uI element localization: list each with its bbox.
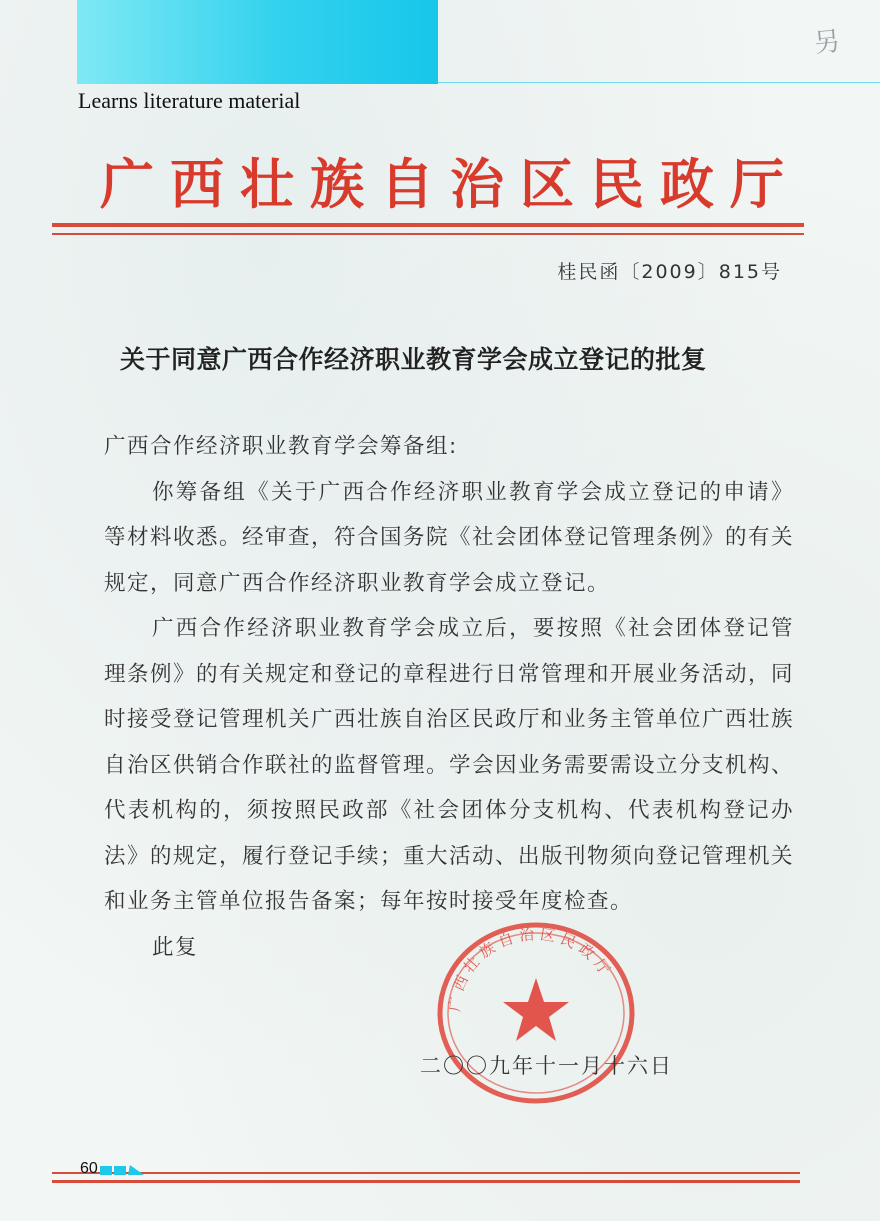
header-caption: Learns literature material xyxy=(78,88,301,113)
letterhead-rule-thin xyxy=(52,233,804,235)
header-rule xyxy=(438,82,880,83)
addressee: 广西合作经济职业教育学会筹备组: xyxy=(104,434,458,459)
footer-rule-top xyxy=(52,1172,800,1174)
header-color-block xyxy=(77,0,438,84)
paragraph-approval: 你筹备组《关于广西合作经济职业教育学会成立登记的申请》等材料收悉。经审查，符合国务院《社会团体登记管理条例》的有关规定，同意广西合作经济职业教育学会成立登记。 xyxy=(104,479,795,596)
handwritten-corner-mark: 另 xyxy=(812,26,842,60)
paragraph-requirements: 广西合作经济职业教育学会成立后，要按照《社会团体登记管理条例》的有关规定和登记的章程进行日常管理和开展业务活动，同时接受登记管理机关广西壮族自治区民政厅和业务主管单位广西壮族自治区供销合作联社的监督管理。学会因业务需要需设立分支机构、代表机构的，须按照民政部《社会团体分支机构、代表机构登记办法》的规定，履行登记手续；重大活动、出版刊物须向登记管理机关和业务主管单位报告备案；每年按时接受年度检查。 xyxy=(104,616,795,914)
seal-text: 广西壮族自治区民政厅 xyxy=(445,925,617,1013)
signoff: 此复 xyxy=(152,934,199,960)
document-date: 二〇〇九年十一月十六日 xyxy=(420,1054,673,1078)
letterhead-rule-thick xyxy=(52,223,804,227)
document-title: 关于同意广西合作经济职业教育学会成立登记的批复 xyxy=(120,345,707,374)
page-tab-icon xyxy=(100,1163,144,1175)
page-number: 60 xyxy=(80,1160,98,1177)
document-body xyxy=(104,424,794,970)
document-number: 桂民函〔2009〕815号 xyxy=(557,261,782,283)
seal-star-icon xyxy=(503,978,569,1041)
issuer-letterhead: 广西壮族自治区民政厅 xyxy=(100,152,800,216)
footer-rule-bottom xyxy=(52,1180,800,1183)
